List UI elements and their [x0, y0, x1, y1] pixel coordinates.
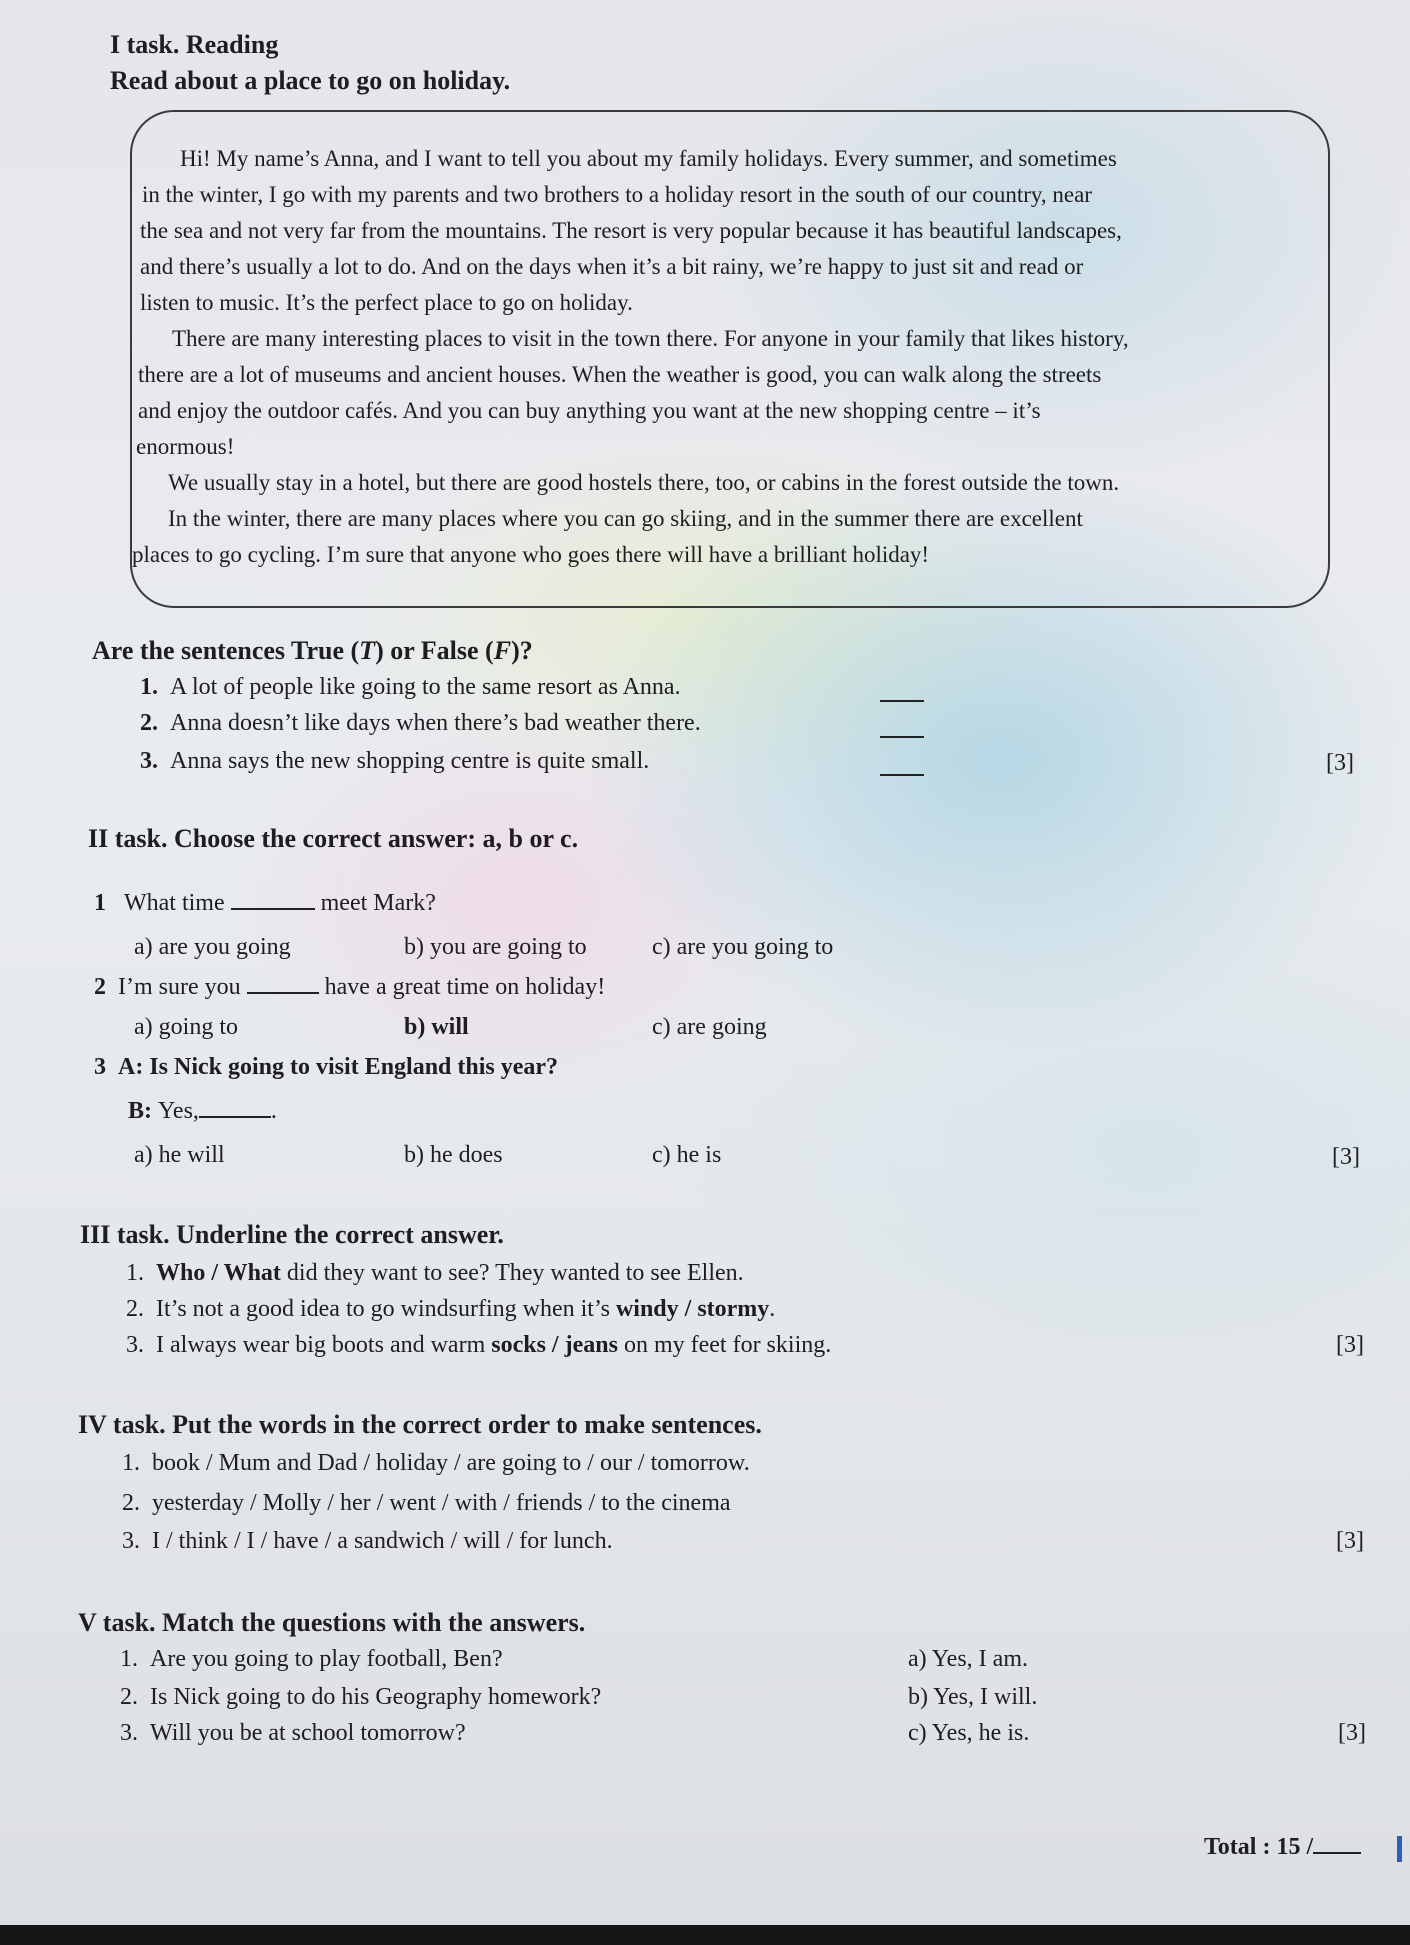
- answer-blank[interactable]: [199, 1116, 271, 1118]
- answer-blank[interactable]: [247, 992, 319, 994]
- task1-score: [3]: [1326, 750, 1354, 776]
- underline-item-1: 1. Who / What did they want to see? They wanted to see Ellen.: [126, 1260, 744, 1286]
- option-b[interactable]: b) he does: [404, 1142, 503, 1168]
- task2-title: II task. Choose the correct answer: a, b or c.: [88, 824, 579, 853]
- tf-item: 3. Anna says the new shopping centre is quite small.: [140, 748, 650, 774]
- task2-score: [3]: [1332, 1144, 1360, 1170]
- passage-line: and enjoy the outdoor cafés. And you can buy anything you want at the new shopping centre – it’s: [138, 398, 1041, 423]
- task4-score: [3]: [1336, 1528, 1364, 1554]
- passage-line: the sea and not very far from the mountains. The resort is very popular because it has beautiful landscapes,: [140, 218, 1122, 243]
- tf-answer-blank-2[interactable]: [880, 736, 924, 738]
- match-answer: c) Yes, he is.: [908, 1720, 1030, 1746]
- task1-title: I task. Reading: [110, 30, 279, 59]
- reading-passage-box: [130, 110, 1330, 608]
- passage-line: listen to music. It’s the perfect place to go on holiday.: [140, 290, 633, 315]
- option-a[interactable]: a) are you going: [134, 934, 291, 960]
- passage-line: There are many interesting places to visit in the town there. For anyone in your family that likes history,: [172, 326, 1129, 351]
- option-b[interactable]: b) you are going to: [404, 934, 587, 960]
- match-question: 2. Is Nick going to do his Geography homework?: [120, 1684, 602, 1710]
- underline-item-2: 2. It’s not a good idea to go windsurfing when it’s windy / stormy.: [126, 1296, 776, 1322]
- task5-score: [3]: [1338, 1720, 1366, 1746]
- choice-pair[interactable]: Who / What: [156, 1260, 281, 1286]
- passage-line: places to go cycling. I’m sure that anyone who goes there will have a brilliant holiday!: [132, 542, 930, 567]
- answer-blank[interactable]: [231, 908, 315, 910]
- passage-line: and there’s usually a lot to do. And on the days when it’s a bit rainy, we’re happy to just sit and read or: [140, 254, 1084, 279]
- tf-answer-blank-3[interactable]: [880, 774, 924, 776]
- option-b[interactable]: b) will: [404, 1014, 469, 1040]
- mc-question-3: 3 A: Is Nick going to visit England this year?: [94, 1054, 559, 1080]
- passage-line: in the winter, I go with my parents and two brothers to a holiday resort in the south of our country, near: [142, 182, 1092, 207]
- choice-pair[interactable]: windy / stormy: [615, 1296, 770, 1322]
- underline-item-3: 3. I always wear big boots and warm socks / jeans on my feet for skiing.: [126, 1332, 832, 1358]
- task4-title: IV task. Put the words in the correct order to make sentences.: [78, 1410, 762, 1439]
- tf-item: 1. A lot of people like going to the same resort as Anna.: [140, 674, 681, 700]
- task5-title: V task. Match the questions with the answers.: [78, 1608, 586, 1637]
- task1-subtitle: Read about a place to go on holiday.: [110, 66, 511, 95]
- mc-question-2: 2 I’m sure you have a great time on holiday!: [94, 974, 606, 1000]
- option-c[interactable]: c) are you going to: [652, 934, 834, 960]
- mc-question-3-answer-line: B: Yes, .: [128, 1098, 277, 1124]
- order-item: 2. yesterday / Molly / her / went / with / friends / to the cinema: [122, 1490, 731, 1516]
- option-c[interactable]: c) are going: [652, 1014, 767, 1040]
- option-a[interactable]: a) he will: [134, 1142, 225, 1168]
- passage-line: enormous!: [136, 434, 235, 459]
- tf-item: 2. Anna doesn’t like days when there’s bad weather there.: [140, 710, 701, 736]
- option-c[interactable]: c) he is: [652, 1142, 722, 1168]
- passage-line: In the winter, there are many places where you can go skiing, and in the summer there are excellent: [168, 506, 1083, 531]
- match-question: 1. Are you going to play football, Ben?: [120, 1646, 503, 1672]
- choice-pair[interactable]: socks / jeans: [491, 1332, 618, 1358]
- task3-title: III task. Underline the correct answer.: [80, 1220, 504, 1249]
- option-a[interactable]: a) going to: [134, 1014, 238, 1040]
- passage-line: Hi! My name’s Anna, and I want to tell you about my family holidays. Every summer, and sometimes: [180, 146, 1117, 171]
- total-score: Total : 15 /: [1204, 1834, 1361, 1861]
- text-cursor: [1397, 1836, 1402, 1862]
- order-item: 1. book / Mum and Dad / holiday / are going to / our / tomorrow.: [122, 1450, 750, 1476]
- match-answer: b) Yes, I will.: [908, 1684, 1038, 1710]
- true-false-question: Are the sentences True (T) or False (F)?: [92, 636, 533, 665]
- total-blank[interactable]: [1313, 1852, 1361, 1854]
- match-answer: a) Yes, I am.: [908, 1646, 1028, 1672]
- task3-score: [3]: [1336, 1332, 1364, 1358]
- bottom-edge: [0, 1925, 1410, 1945]
- order-item: 3. I / think / I / have / a sandwich / will / for lunch.: [122, 1528, 613, 1554]
- tf-answer-blank-1[interactable]: [880, 700, 924, 702]
- match-question: 3. Will you be at school tomorrow?: [120, 1720, 466, 1746]
- mc-question-1: 1 What time meet Mark?: [94, 890, 436, 916]
- passage-line: We usually stay in a hotel, but there are good hostels there, too, or cabins in the forest outside the town.: [168, 470, 1120, 495]
- passage-line: there are a lot of museums and ancient houses. When the weather is good, you can walk along the streets: [138, 362, 1102, 387]
